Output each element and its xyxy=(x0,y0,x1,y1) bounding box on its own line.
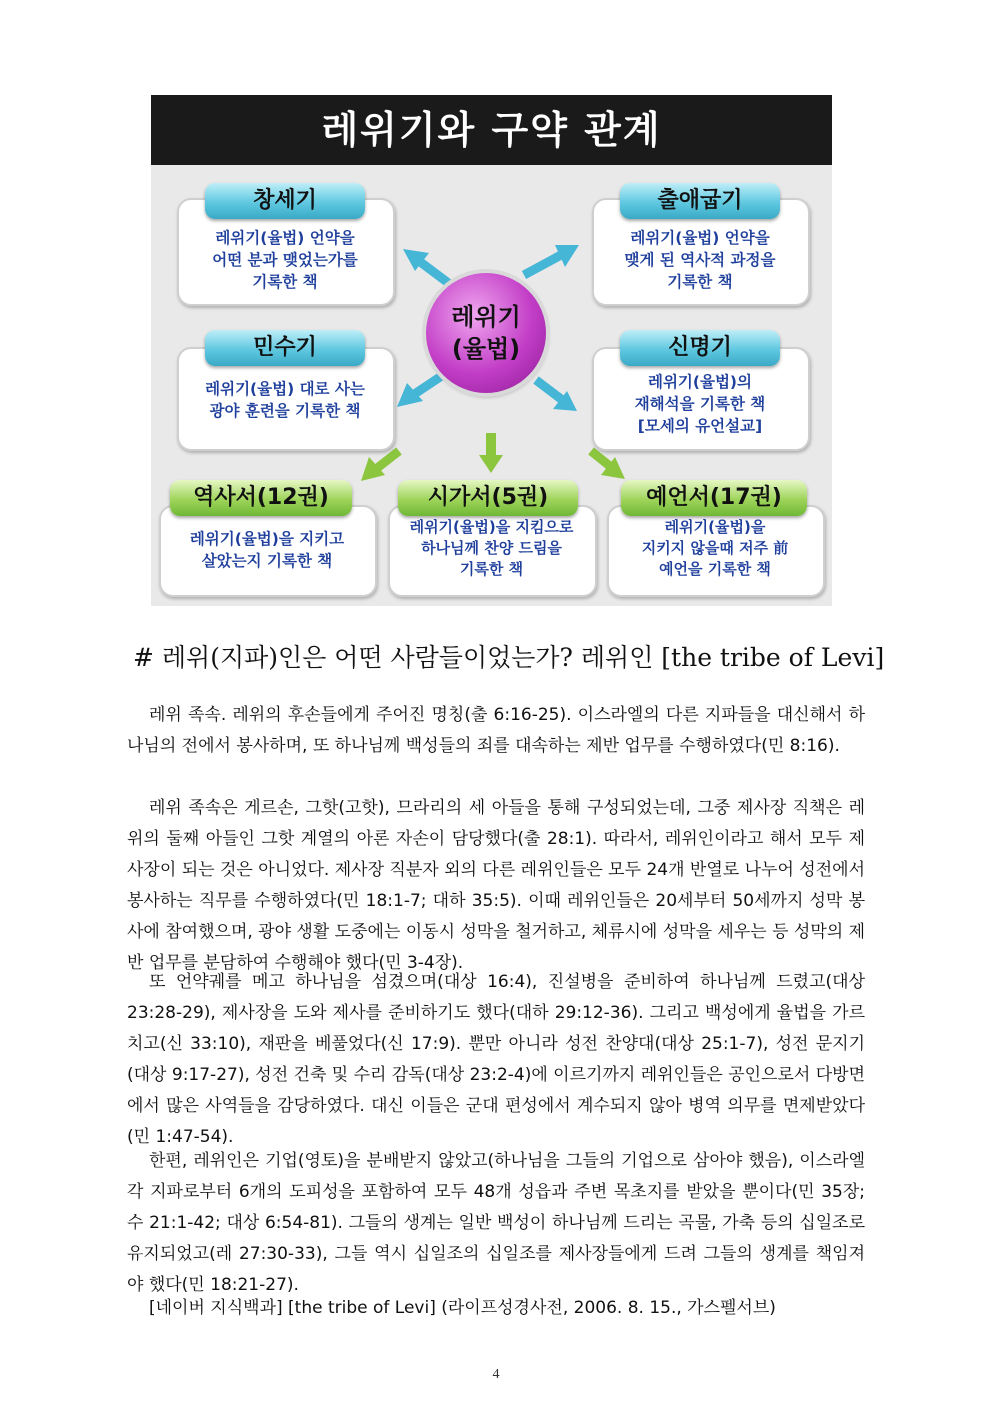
leviticus-center-circle xyxy=(426,273,546,393)
deuteronomy-desc: 레위기(율법)의 재해석을 기록한 책 [모세의 유언설교] xyxy=(634,373,766,435)
history-desc: 레위기(율법)을 지키고 살았는지 기록한 책 xyxy=(189,530,345,570)
genesis-desc: 레위기(율법) 언약을 어떤 분과 맺었는가를 기록한 책 xyxy=(212,229,358,291)
poetry-desc: 레위기(율법)을 지킴으로 하나님께 찬양 드림을 기록한 책 xyxy=(409,518,574,578)
arrow-to-numbers-icon xyxy=(397,375,443,407)
arrow-to-poetry-icon xyxy=(479,433,503,473)
numbers-desc: 레위기(율법) 대로 사는 광야 훈련을 기록한 책 xyxy=(205,380,365,420)
section-heading: # 레위(지파)인은 어떤 사람들이었는가? 레위인 [the tribe of Levi] xyxy=(133,643,885,672)
diagram-figure xyxy=(151,95,832,606)
history-tab: 역사서(12권) xyxy=(170,480,352,516)
arrow-to-exodus-icon xyxy=(524,245,579,275)
paragraph-2: 레위 족속은 게르손, 그핫(고핫), 므라리의 세 아들을 통해 구성되었는데, 그중 제사장 직책은 레위의 둘째 아들인 그핫 계열의 아론 자손이 담당했다(출 28:1). 따라서, 레위인이라고 해서 모두 제사장이 되는 것은 아니었다. 제사장 직분자 외의 다른 레위인들은 모두 24개 반열로 나누어 성전에서 봉사하는 직무를 수행하였다(민 18:1-7; 대하 35:5). 이때 레위인들은 20세부터 50세까지 성막 봉사에 참여했으며, 광야 생활 도중에는 이동시 성막을 철거하고, 체류시에 성막을 세우는 등 성막의 제반 업무를 분담하여 수행해야 했다(민 3-4장). xyxy=(127,798,865,973)
arrow-to-prophecy-icon xyxy=(591,451,625,479)
numbers-tab: 민수기 xyxy=(205,330,365,366)
exodus-tab: 출애굽기 xyxy=(620,183,780,219)
diagram-title: 레위기와 구약 관계 xyxy=(151,95,832,165)
arrow-to-history-icon xyxy=(361,451,399,481)
genesis-tab: 창세기 xyxy=(205,183,365,219)
exodus-desc: 레위기(율법) 언약을 맺게 된 역사적 과정을 기록한 책 xyxy=(624,229,776,291)
paragraph-3: 또 언약궤를 메고 하나님을 섬겼으며(대상 16:4), 진설병을 준비하여 하나님께 드렸고(대상 23:28-29), 제사장을 도와 제사를 준비하기도 했다(대하 29:12-36). 그리고 백성에게 율법을 가르치고(신 33:10), 재판을 베풀었다(신 17:9). 뿐만 아니라 성전 찬양대(대상 25:1-7), 성전 문지기(대상 9:17-27), 성전 건축 및 수리 감독(대상 23:2-4)에 이르기까지 레위인들은 공인으로서 다방면에서 많은 사역들을 감당하였다. 대신 이들은 군대 편성에서 계수되지 않아 병역 의무를 면제받았다(민 1:47-54). xyxy=(127,972,865,1147)
center-label: 레위기 (율법) xyxy=(451,303,521,363)
arrow-to-deuteronomy-icon xyxy=(536,380,577,411)
arrow-to-genesis-icon xyxy=(403,249,451,285)
prophecy-desc: 레위기(율법)을 지키지 않을때 저주 前 예언을 기록한 책 xyxy=(641,518,789,578)
page-number: 4 xyxy=(492,1367,500,1382)
paragraph-1: 레위 족속. 레위의 후손들에게 주어진 명칭(출 6:16-25). 이스라엘의 다른 지파들을 대신해서 하나님의 전에서 봉사하며, 또 하나님께 백성들의 죄를 대속하는 제반 업무를 수행하였다(민 8:16). xyxy=(127,705,865,756)
prophecy-tab: 예언서(17권) xyxy=(621,480,807,516)
paragraph-4: 한편, 레위인은 기업(영토)을 분배받지 않았고(하나님을 그들의 기업으로 삼아야 했음), 이스라엘 각 지파로부터 6개의 도피성을 포함하여 모두 48개 성읍과 주변 목초지를 받았을 뿐이다(민 35장; 수 21:1-42; 대상 6:54-81). 그들의 생계는 일반 백성이 하나님께 드리는 곡물, 가축 등의 십일조로 유지되었고(레 27:30-33), 그들 역시 십일조의 십일조를 제사장들에게 드려 그들의 생계를 책임져야 했다(민 18:21-27). xyxy=(127,1151,865,1295)
poetry-tab: 시가서(5권) xyxy=(398,480,578,516)
deuteronomy-tab: 신명기 xyxy=(620,330,780,366)
source-citation: [네이버 지식백과] [the tribe of Levi] (라이프성경사전, 2006. 8. 15., 가스펠서브) xyxy=(149,1298,776,1318)
